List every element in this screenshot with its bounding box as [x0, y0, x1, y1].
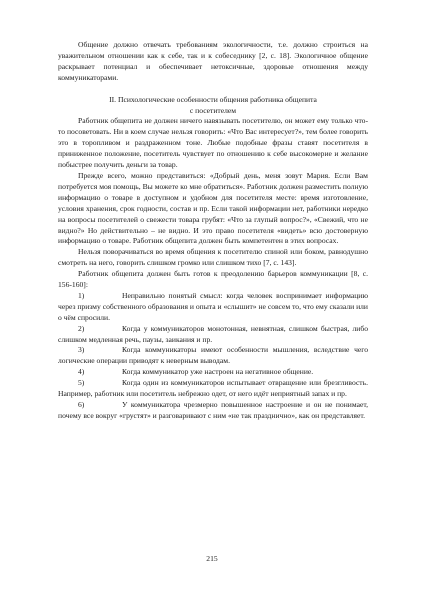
document-page — [58, 40, 368, 422]
body-paragraph: Работник общепита должен быть готов к преодолению барьеров коммуникации [8, с. 156-160]: — [58, 269, 368, 290]
section-spacer — [58, 84, 368, 95]
list-item — [58, 378, 368, 400]
list-item — [58, 291, 368, 324]
list-item-number: 2) — [78, 323, 85, 333]
list-item-text: Когда один из коммуникаторов испытывает отвращение или брезгливость. Например, работник или посетитель небрежно одет, от него идёт неприятный запах и пр. — [58, 378, 368, 399]
list-item-text: Неправильно понятый смысл: когда человек воспринимает информацию через призму собственного образования и опыта и «слышит» не совсем то, что ему сказали или о чём спросили. — [58, 290, 368, 322]
body-paragraph: Работник общепита не должен ничего навязывать посетителю, он может ему только что-то посоветовать. Ни в коем случае нельзя говорить: «Что Вас интересует?», тем более говорить это в торопливом и раздраженном тоне. Любые подобные фразы ставят посетителя в приниженное положение, посетитель чувствует по отношению к себе высокомерие и желание побыстрее получить деньги за товар. — [58, 116, 368, 170]
section-heading-line-2: с посетителем — [189, 105, 237, 115]
list-item-text: Когда коммуникаторы имеют особенности мышления, вследствие чего логические операции приводят к неверным выводам. — [58, 345, 368, 366]
list-item — [58, 367, 368, 378]
list-item-number: 5) — [78, 378, 85, 388]
list-item — [58, 324, 368, 346]
body-paragraph: Нельзя поворачиваться во время общения к посетителю спиной или боком, равнодушно смотреть на него, говорить слишком громко или слишком тихо [7, с. 143]. — [58, 247, 368, 268]
list-item-number: 1) — [78, 290, 85, 300]
section-heading-line-1: II. Психологические особенности общения работника общепита — [109, 94, 317, 104]
list-item-text: У коммуникатора чрезмерно повышенное настроение и он не понимает, почему все вокруг «грустят» и разговаривают с ним «не так празднично», как он представляет. — [58, 400, 368, 420]
body-paragraph: Прежде всего, можно представиться: «Добрый день, меня зовут Мария. Если Вам потребуется моя помощь, Вы можете ко мне обратиться». Работник должен разместить полную информацию о товаре в доступном и удобном для посетителя месте: время изготовление, условия хранения, срок годности, состав и пр. Если такой информации нет, работники нередко на вопросы посетителей о свежести товара грубят: «Что за глупый вопрос?», «Свежий, что не видно?» Но действительно – не видно. И это право посетителя «видеть» всю достоверную информацию о товаре. Работник общепита должен быть компетентен в этих вопросах. — [58, 170, 368, 246]
list-item-text: Когда у коммуникаторов монотонная, невнятная, слишком быстрая, либо слишком медленная речь, паузы, заикания и пр. — [58, 323, 368, 344]
page-number: 215 — [206, 554, 218, 563]
list-item-number: 3) — [78, 345, 85, 355]
list-item — [58, 400, 368, 422]
list-item-number: 6) — [78, 400, 85, 409]
list-item — [58, 345, 368, 367]
intro-paragraph: Общение должно отвечать требованиям экологичности, т.е. должно строиться на уважительном отношении как к себе, так и к собеседнику [2, с. 18]. Экологичное общение раскрывает потенциал и обеспечивает нетоксичные, здоровые отношения между коммуникаторами. — [58, 40, 368, 82]
list-item-text: Когда коммуникатор уже настроен на негативное общение. — [122, 367, 314, 377]
list-item-number: 4) — [78, 367, 85, 377]
